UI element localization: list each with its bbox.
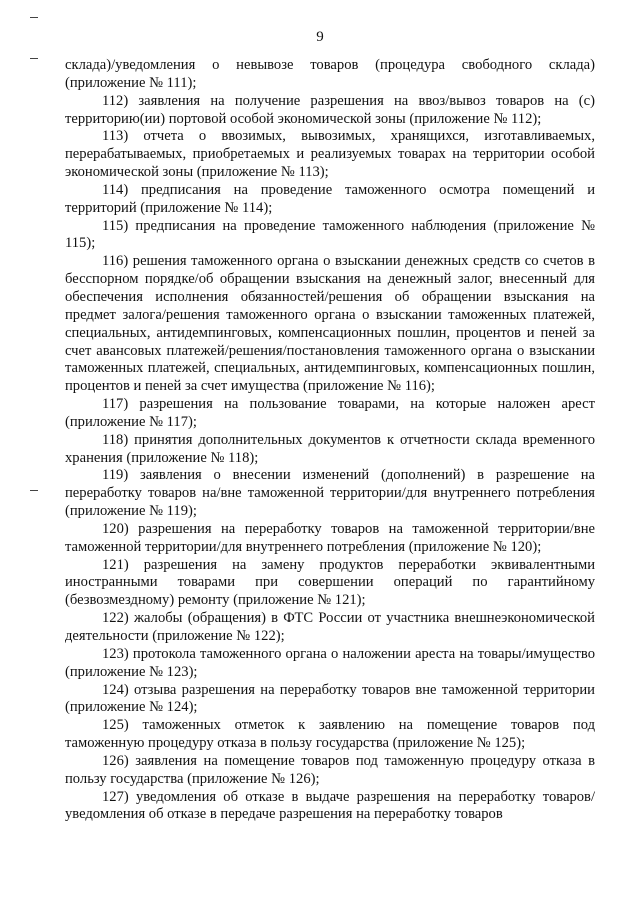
paragraph-114: 114) предписания на проведение таможенного осмотра помещений и территорий (приложение № 114); [65, 181, 595, 216]
paragraph-117: 117) разрешения на пользование товарами, на которые наложен арест (приложение № 117); [65, 396, 595, 430]
paragraph-126: 126) заявления на помещение товаров под таможенную процедуру отказа в пользу государства (приложение № 126); [65, 752, 595, 787]
paragraph-116: 116) решения таможенного органа о взыскании денежных средств со счетов в бесспорном порядке/об обращении взыскания на денежный залог, внесенный для обеспечения исполнения обязанностей/решения об обращении взыскания на предмет залога/решения таможенного органа о взыскании таможенных платежей, специальных, антидемпинговых, компенсационных пошлин, процентов и пеней за счет авансовых платежей/решения/постановления таможенного органа о взыскании таможенных платежей, специальных, антидемпинговых, компенсационных пошлин, процентов и пеней за счет имущества (приложение № 116); [65, 253, 595, 395]
paragraph-118: 118) принятия дополнительных документов к отчетности склада временного хранения (приложение № 118); [65, 431, 595, 466]
paragraph-120: 120) разрешения на переработку товаров на таможенной территории/вне таможенной территории/для внутреннего потребления (приложение № 120); [65, 520, 595, 555]
paragraph-123: 123) протокола таможенного органа о наложении ареста на товары/имущество (приложение № 123); [65, 645, 595, 680]
paragraph-127: 127) уведомления об отказе в выдаче разрешения на переработку товаров/уведомления об отказе в передаче разрешения на переработку товаров [65, 788, 595, 823]
page-number: 9 [316, 29, 324, 45]
paragraph-125: 125) таможенных отметок к заявлению на помещение товаров под таможенную процедуру отказа в пользу государства (приложение № 125); [65, 717, 595, 752]
paragraph-119: 119) заявления о внесении изменений (дополнений) в разрешение на переработку товаров на/вне таможенной территории/для внутреннего потребления (приложение № 119); [65, 467, 595, 520]
paragraph-124: 124) отзыва разрешения на переработку товаров вне таможенной территории (приложение № 124); [65, 681, 595, 716]
paragraph-121: 121) разрешения на замену продуктов переработки эквивалентными иностранными товарами при совершении операций по гарантийному (безвозмездному) ремонту (приложение № 121); [65, 556, 595, 609]
paragraph-112: 112) заявления на получение разрешения на ввоз/вывоз товаров на (с) территорию(ии) портовой особой экономической зоны (приложение № 112); [65, 92, 595, 127]
scan-mark [30, 490, 38, 491]
paragraph-113: 113) отчета о ввозимых, вывозимых, хранящихся, изготавливаемых, перерабатываемых, приобретаемых и реализуемых товарах на территории особой экономической зоны (приложение № 113); [65, 128, 595, 181]
document-body [65, 57, 595, 824]
paragraph-122: 122) жалобы (обращения) в ФТС России от участника внешнеэкономической деятельности (приложение № 122); [65, 610, 595, 644]
scan-mark [30, 58, 38, 59]
paragraph-115: 115) предписания на проведение таможенного наблюдения (приложение № 115); [65, 217, 595, 252]
paragraph-continuation: склада)/уведомления о невывозе товаров (процедура свободного склада) (приложение № 111); [65, 57, 595, 91]
scan-mark [30, 17, 38, 18]
